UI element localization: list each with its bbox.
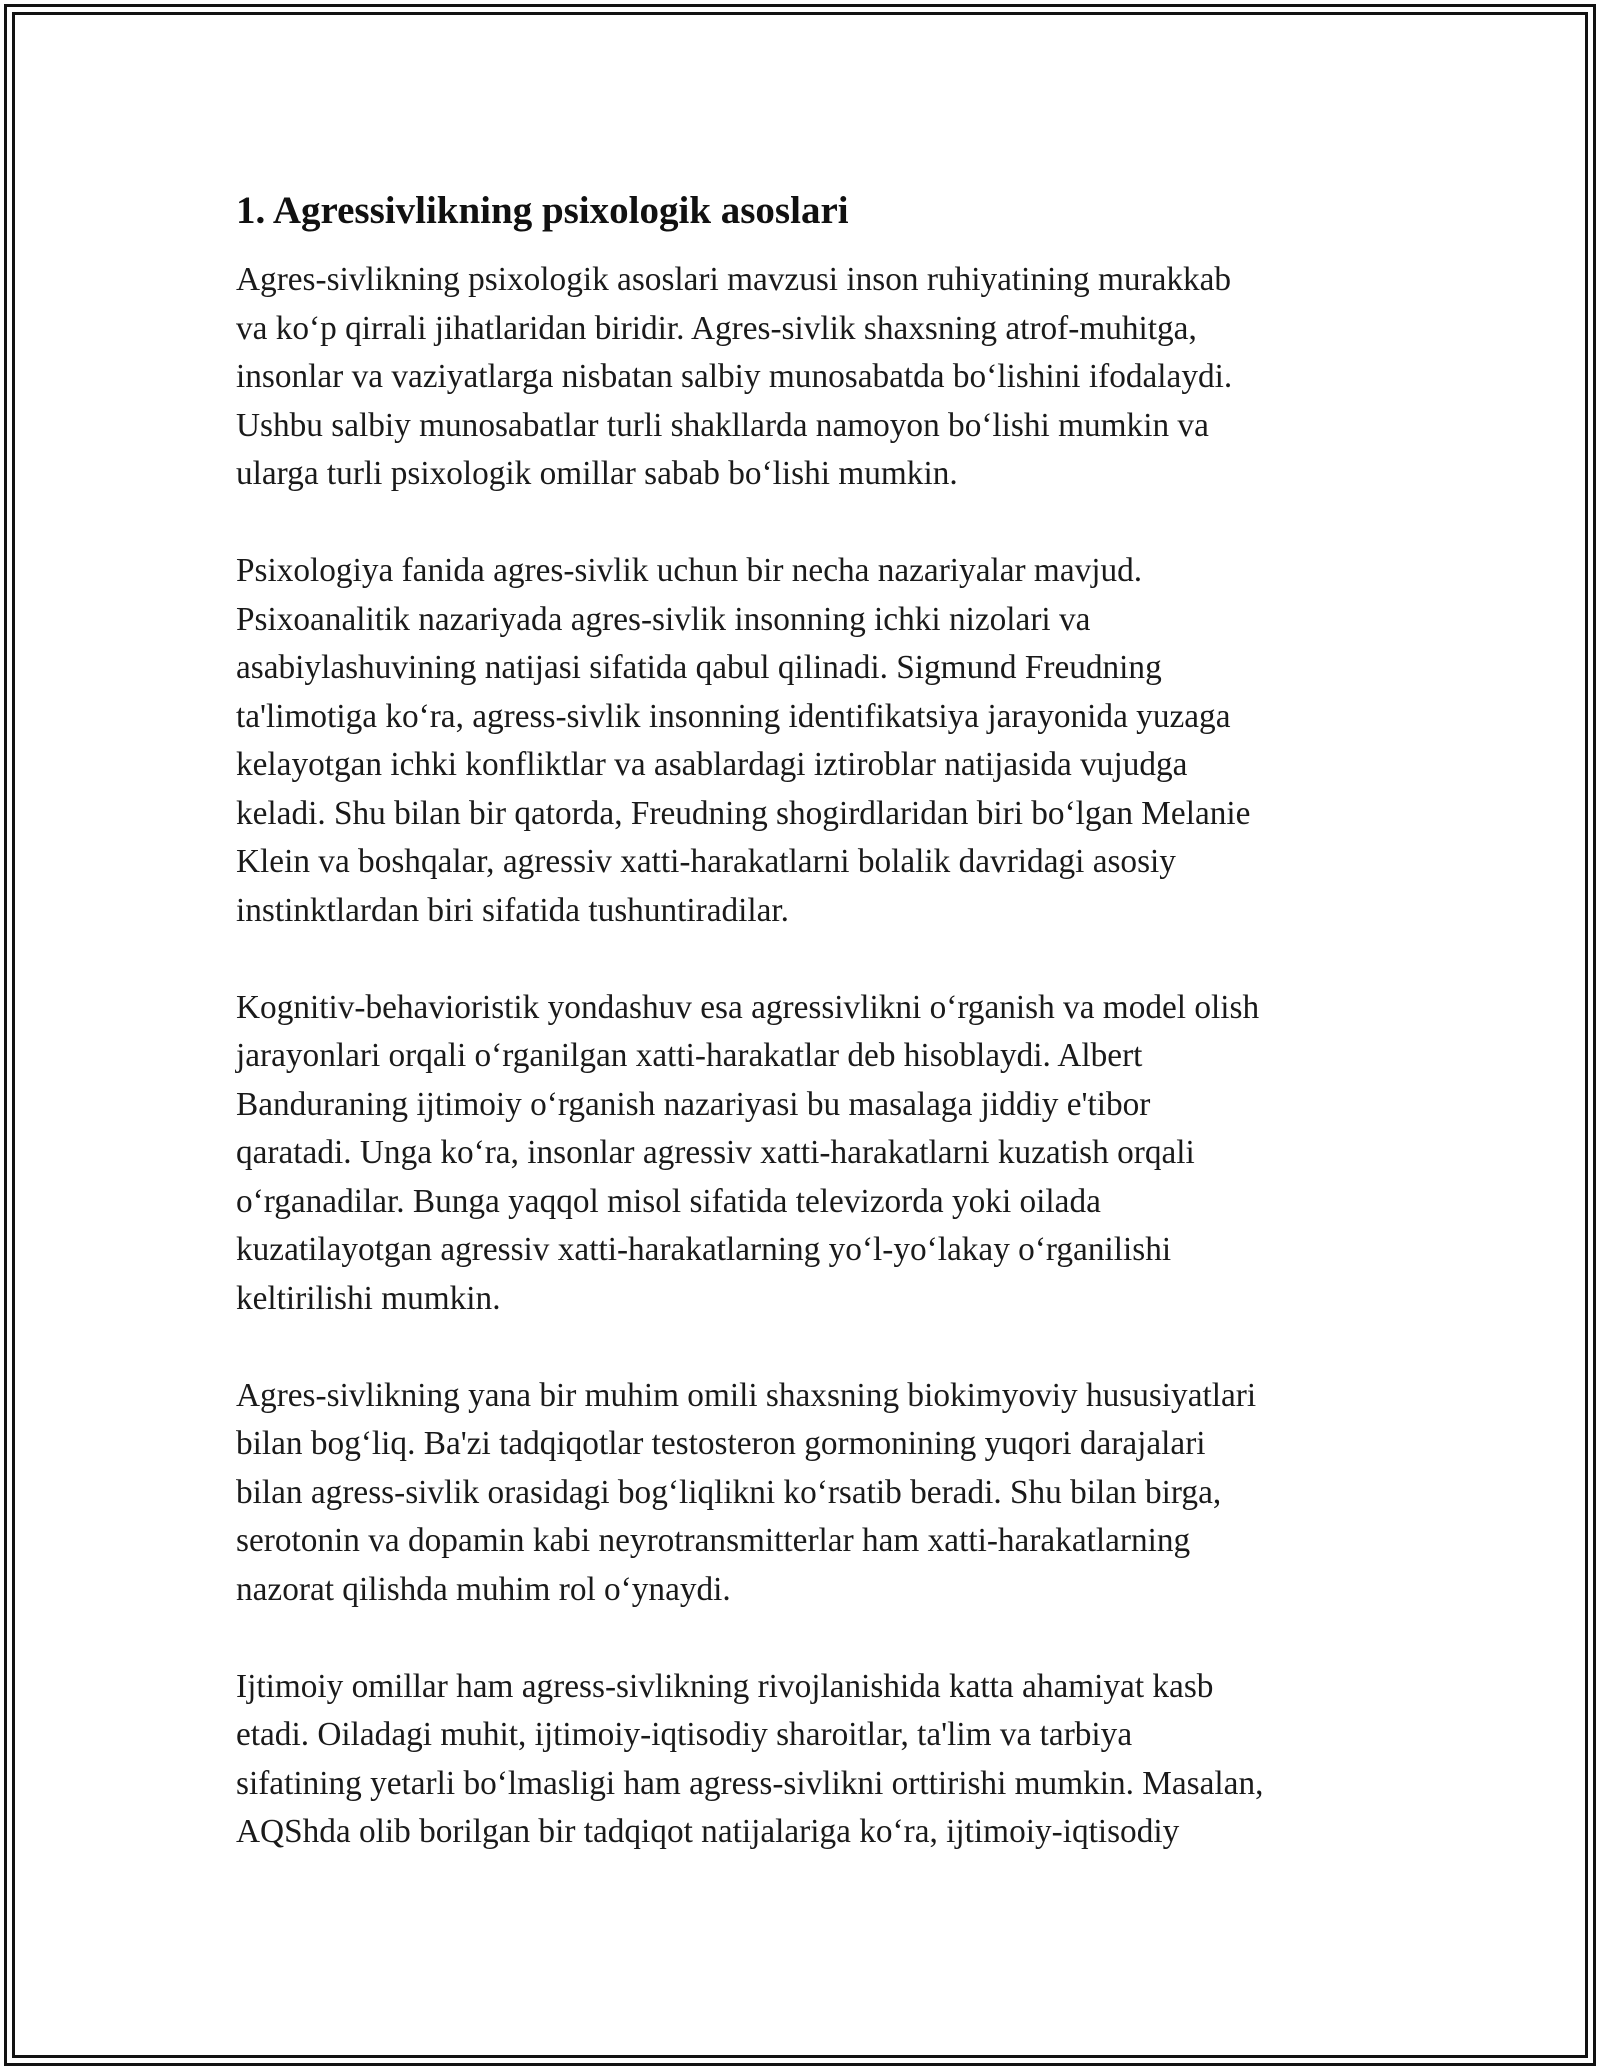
paragraph-3: Kognitiv-behavioristik yondashuv esa agressivlikni o‘rganish va model olish jarayonlari orqali o‘rganilgan xatti-harakatlar deb hisoblaydi. Albert Banduraning ijtimoiy o‘rganish nazariyasi bu masalaga jiddiy e'tibor qaratadi. Unga ko‘ra, insonlar agressiv xatti-harakatlarni kuzatish orqali o‘rganadilar. Bunga yaqqol misol sifatida televizorda yoki oilada kuzatilayotgan agressiv xatti-harakatlarning yo‘l-yo‘lakay o‘rganilishi keltirilishi mumkin. bbox=[236, 988, 1260, 1317]
paragraph-1: Agres-sivlikning psixologik asoslari mavzusi inson ruhiyatining murakkab va ko‘p qirrali jihatlaridan biridir. Agres-sivlik shaxsning atrof-muhitga, insonlar va vaziyatlarga nisbatan salbiy munosabatda bo‘lishini ifodalaydi. Ushbu salbiy munosabatlar turli shakllarda namoyon bo‘lishi mumkin va ularga turli psixologik omillar sabab bo‘lishi mumkin. bbox=[236, 261, 1233, 492]
paragraph-5: Ijtimoiy omillar ham agress-sivlikning rivojlanishida katta ahamiyat kasb etadi. Oiladagi muhit, ijtimoiy-iqtisodiy sharoitlar, ta'lim va tarbiya sifatining yetarli bo‘lmasligi ham agress-sivlikni orttirishi mumkin. Masalan, AQShda olib borilgan bir tadqiqot natijalariga ko‘ra, ijtimoiy-iqtisodiy bbox=[236, 1667, 1264, 1850]
document-body bbox=[236, 186, 1366, 1905]
section-heading: 1. Agressivlikning psixologik asoslari bbox=[236, 189, 849, 232]
paragraph-2: Psixologiya fanida agres-sivlik uchun bir necha nazariyalar mavjud. Psixoanalitik nazariyada agres-sivlik insonning ichki nizolari va asabiylashuvining natijasi sifatida qabul qilinadi. Sigmund Freudning ta'limotiga ko‘ra, agress-sivlik insonning identifikatsiya jarayonida yuzaga kelayotgan ichki konfliktlar va asablardagi iztiroblar natijasida vujudga keladi. Shu bilan bir qatorda, Freudning shogirdlaridan biri bo‘lgan Melanie Klein va boshqalar, agressiv xatti-harakatlarni bolalik davridagi asosiy instinktlardan biri sifatida tushuntiradilar. bbox=[236, 552, 1251, 929]
paragraph-4: Agres-sivlikning yana bir muhim omili shaxsning biokimyoviy hususiyatlari bilan bog‘liq. Ba'zi tadqiqotlar testosteron gormonining yuqori darajalari bilan agress-sivlik orasidagi bog‘liqlikni ko‘rsatib beradi. Shu bilan birga, serotonin va dopamin kabi neyrotransmitterlar ham xatti-harakatlarning nazorat qilishda muhim rol o‘ynaydi. bbox=[236, 1376, 1257, 1608]
